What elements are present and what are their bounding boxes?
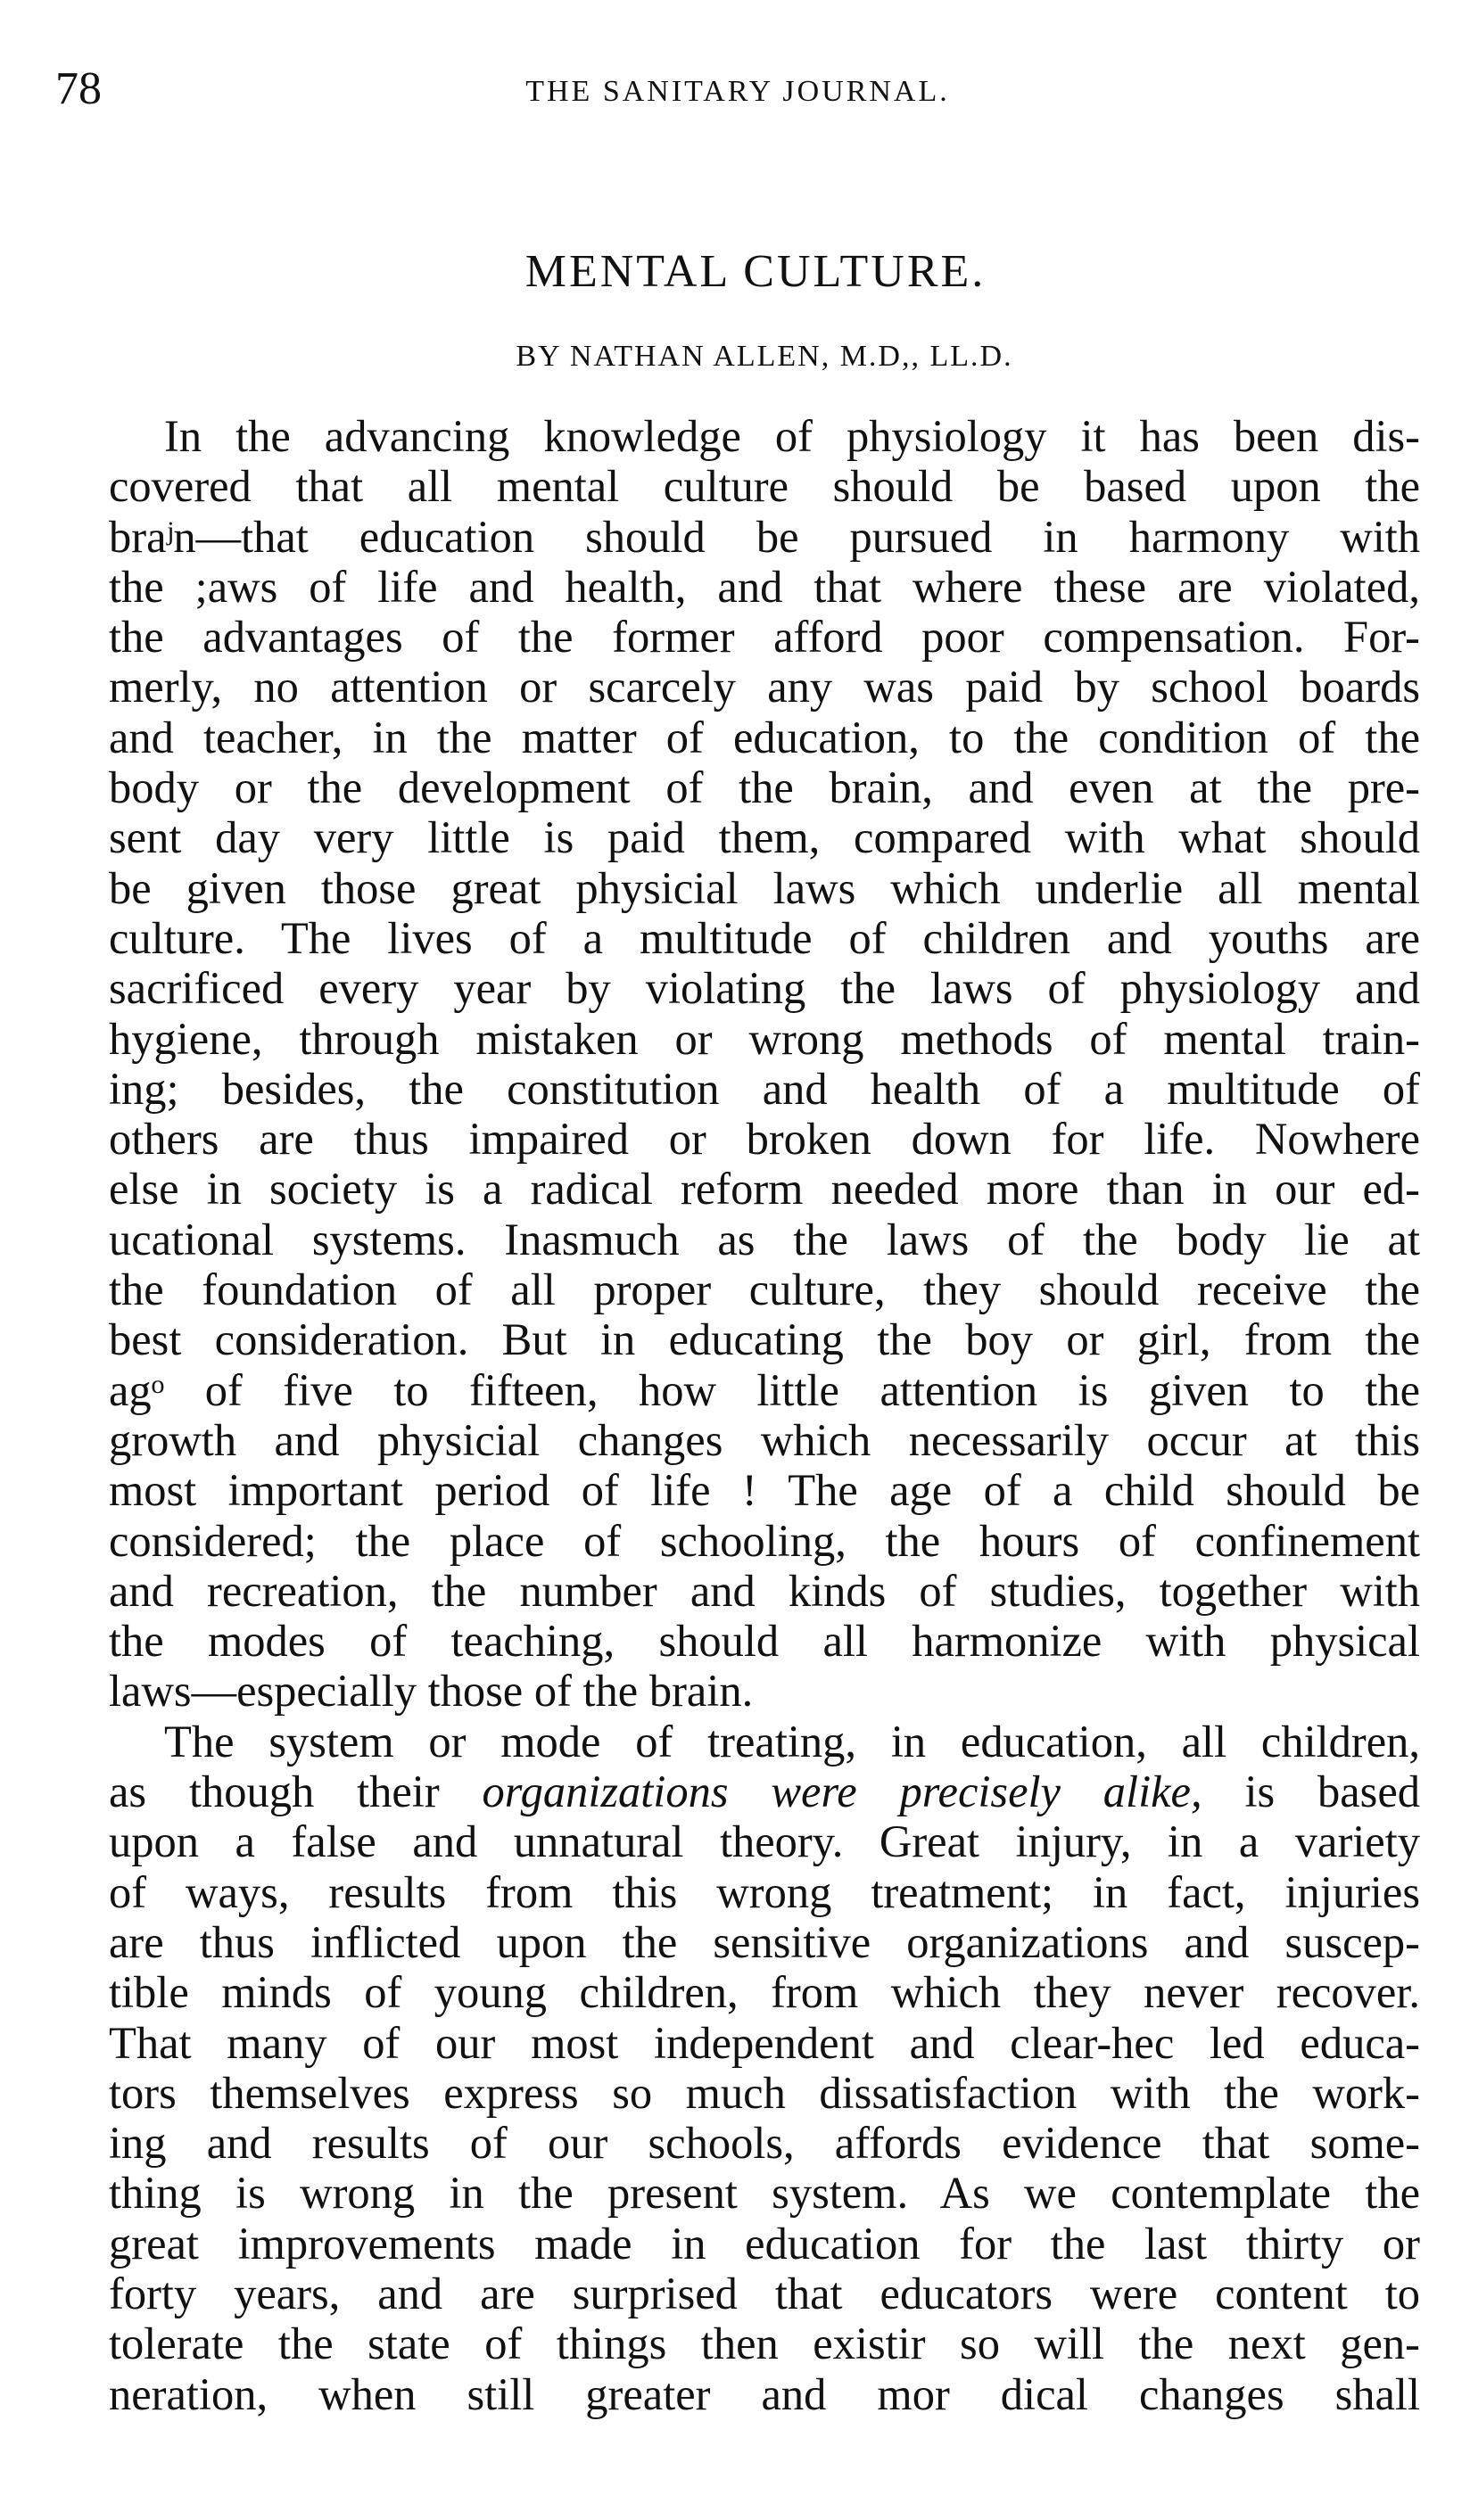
text-line: others are thus impaired or broken down for life. Nowhere bbox=[109, 1114, 1420, 1165]
text-line: the ;aws of life and health, and that where these are violated, bbox=[109, 561, 1420, 612]
text-line: and recreation, the number and kinds of studies, together with bbox=[109, 1565, 1420, 1616]
text-line: merly, no attention or scarcely any was paid by school boards bbox=[109, 662, 1420, 712]
text-line: ing; besides, the constitution and health of a multitude of bbox=[109, 1063, 1420, 1114]
text-line: neration, when still greater and mor dical changes shall bbox=[109, 2368, 1420, 2419]
text-line: growth and physicial changes which necessarily occur at this bbox=[109, 1414, 1420, 1465]
text-line: tolerate the state of things then existir so will the next gen- bbox=[109, 2318, 1420, 2369]
text-line: That many of our most independent and clear-hec led educa- bbox=[109, 2017, 1420, 2068]
article-body bbox=[55, 411, 1420, 2419]
text-line: forty years, and are surprised that educators were content to bbox=[109, 2268, 1420, 2318]
text-line: ucational systems. Inasmuch as the laws of the body lie at bbox=[109, 1214, 1420, 1264]
journal-title: THE SANITARY JOURNAL. bbox=[525, 75, 950, 108]
text-line: best consideration. But in educating the boy or girl, from the bbox=[109, 1314, 1420, 1365]
text-line: thing is wrong in the present system. As we contemplate the bbox=[109, 2168, 1420, 2219]
text-line: ing and results of our schools, affords evidence that some- bbox=[109, 2118, 1420, 2169]
text-line: tors themselves express so much dissatisfaction with the work- bbox=[109, 2067, 1420, 2118]
text-line: covered that all mental culture should be based upon the bbox=[109, 461, 1420, 512]
text-line: braʲn—that education should be pursued in harmony with bbox=[109, 511, 1420, 562]
text-line: the advantages of the former afford poor compensation. For- bbox=[109, 612, 1420, 663]
article-byline: BY NATHAN ALLEN, M.D,, LL.D. bbox=[516, 340, 1013, 373]
text-line: the foundation of all proper culture, they should receive the bbox=[109, 1264, 1420, 1315]
text-line-with-italic bbox=[55, 1766, 1420, 1816]
paragraph-2 bbox=[55, 1717, 1420, 2419]
text-line: most important period of life ! The age of a child should be bbox=[109, 1465, 1420, 1516]
paragraph-1 bbox=[55, 411, 1420, 1717]
text-line: and teacher, in the matter of education, to the condition of the bbox=[109, 712, 1420, 762]
text-line: of ways, results from this wrong treatment; in fact, injuries bbox=[109, 1866, 1420, 1917]
text-line: else in society is a radical reform needed more than in our ed- bbox=[109, 1164, 1420, 1215]
text-line: sacrificed every year by violating the laws of physiology and bbox=[109, 963, 1420, 1014]
text-run: is based bbox=[1202, 1766, 1421, 1817]
text-line: hygiene, through mistaken or wrong methods of mental train- bbox=[109, 1013, 1420, 1064]
italic-phrase: organizations were precisely alike, bbox=[482, 1766, 1202, 1817]
text-line: laws—especially those of the brain. bbox=[109, 1666, 754, 1717]
text-line: upon a false and unnatural theory. Great injury, in a variety bbox=[109, 1816, 1420, 1867]
text-line: body or the development of the brain, and even at the pre- bbox=[109, 762, 1420, 813]
text-line: culture. The lives of a multitude of children and youths are bbox=[109, 912, 1420, 963]
text-line: agᵒ of five to fifteen, how little attention is given to the bbox=[109, 1364, 1420, 1415]
text-line: In the advancing knowledge of physiology it has been dis- bbox=[164, 411, 1420, 461]
document-page bbox=[55, 62, 1420, 2419]
text-line: are thus inflicted upon the sensitive organizations and suscep- bbox=[109, 1916, 1420, 1967]
text-line: considered; the place of schooling, the hours of confinement bbox=[109, 1515, 1420, 1566]
text-line: be given those great physicial laws which underlie all mental bbox=[109, 862, 1420, 913]
text-line: great improvements made in education for the last thirty or bbox=[109, 2218, 1420, 2269]
text-line: tible minds of young children, from which they never recover. bbox=[109, 1967, 1420, 2018]
text-line: the modes of teaching, should all harmonize with physical bbox=[109, 1616, 1420, 1667]
running-head bbox=[55, 62, 1420, 116]
text-run: as though their bbox=[109, 1766, 483, 1817]
text-line: sent day very little is paid them, compared with what should bbox=[109, 812, 1420, 863]
text-line: The system or mode of treating, in education, all children, bbox=[164, 1716, 1420, 1766]
page-number: 78 bbox=[55, 63, 102, 114]
article-title: MENTAL CULTURE. bbox=[524, 246, 987, 297]
